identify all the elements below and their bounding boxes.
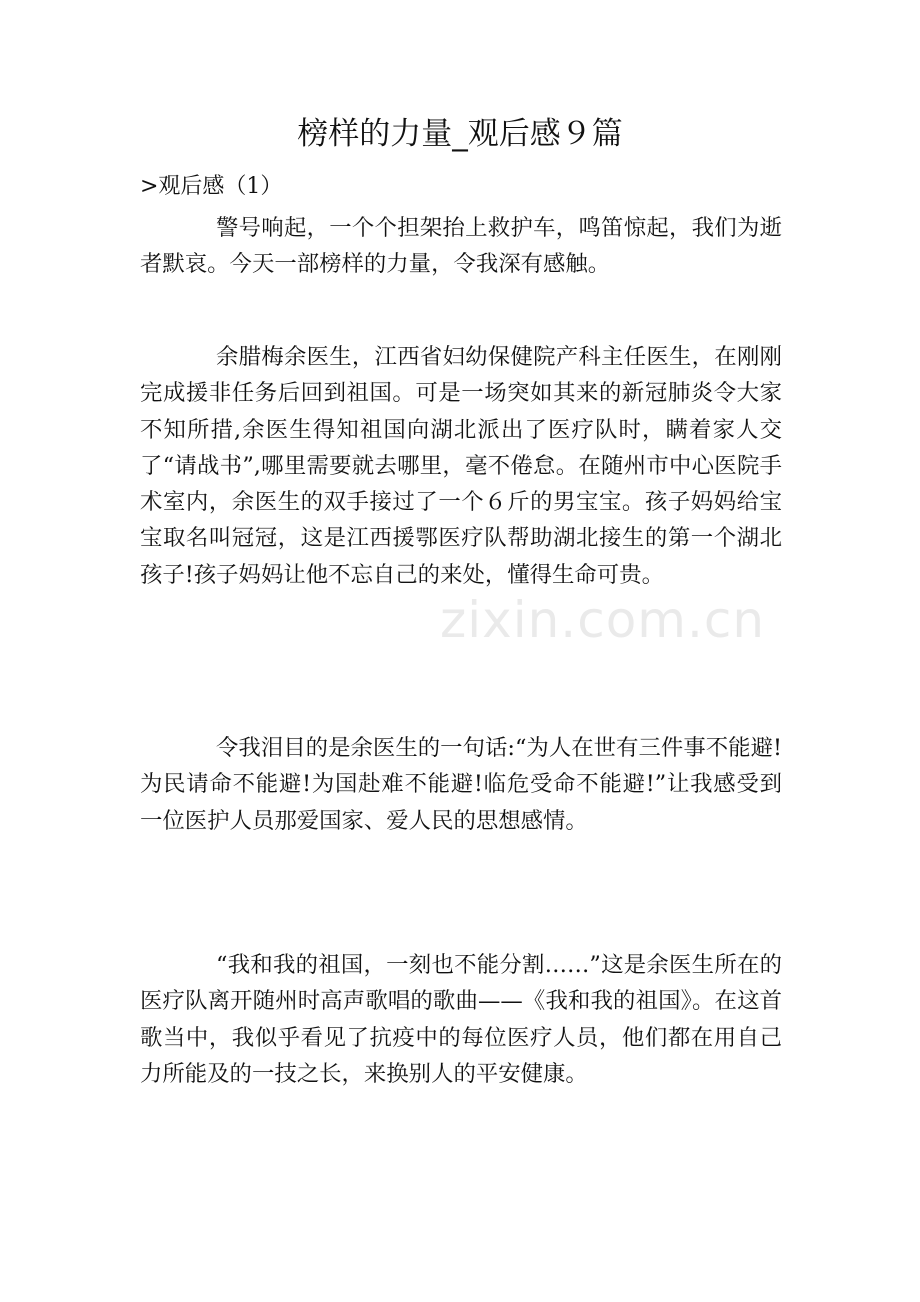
paragraph-1: 警号响起，一个个担架抬上救护车，鸣笛惊起，我们为逝者默哀。今天一部榜样的力量，令我深有感触。 (140, 215, 782, 278)
paragraph-3: 令我泪目的是余医生的一句话:“为人在世有三件事不能避!为民请命不能避!为国赴难不能避!临危受命不能避!”让我感受到一位医护人员那爱国家、爱人民的思想感情。 (140, 735, 782, 834)
paragraph-4: “我和我的祖国，一刻也不能分割……”这是余医生所在的医疗队离开随州时高声歌唱的歌曲——《我和我的祖国》。在这首歌当中，我似乎看见了抗疫中的每位医疗人员，他们都在用自己力所能及的一技之长，来换别人的平安健康。 (140, 952, 782, 1087)
section-heading: >观后感（1） (140, 174, 283, 199)
document-title: 榜样的力量_观后感９篇 (297, 116, 623, 152)
watermark: zixin.com.cn (440, 591, 766, 649)
paragraph-2: 余腊梅余医生，江西省妇幼保健院产科主任医生，在刚刚完成援非任务后回到祖国。可是一场突如其来的新冠肺炎令大家不知所措,余医生得知祖国向湖北派出了医疗队时，瞒着家人交了“请战书”,哪里需要就去哪里，毫不倦怠。在随州市中心医院手术室内，余医生的双手接过了一个６斤的男宝宝。孩子妈妈给宝宝取名叫冠冠，这是江西援鄂医疗队帮助湖北接生的第一个湖北孩子!孩子妈妈让他不忘自己的来处，懂得生命可贵。 (140, 344, 782, 588)
